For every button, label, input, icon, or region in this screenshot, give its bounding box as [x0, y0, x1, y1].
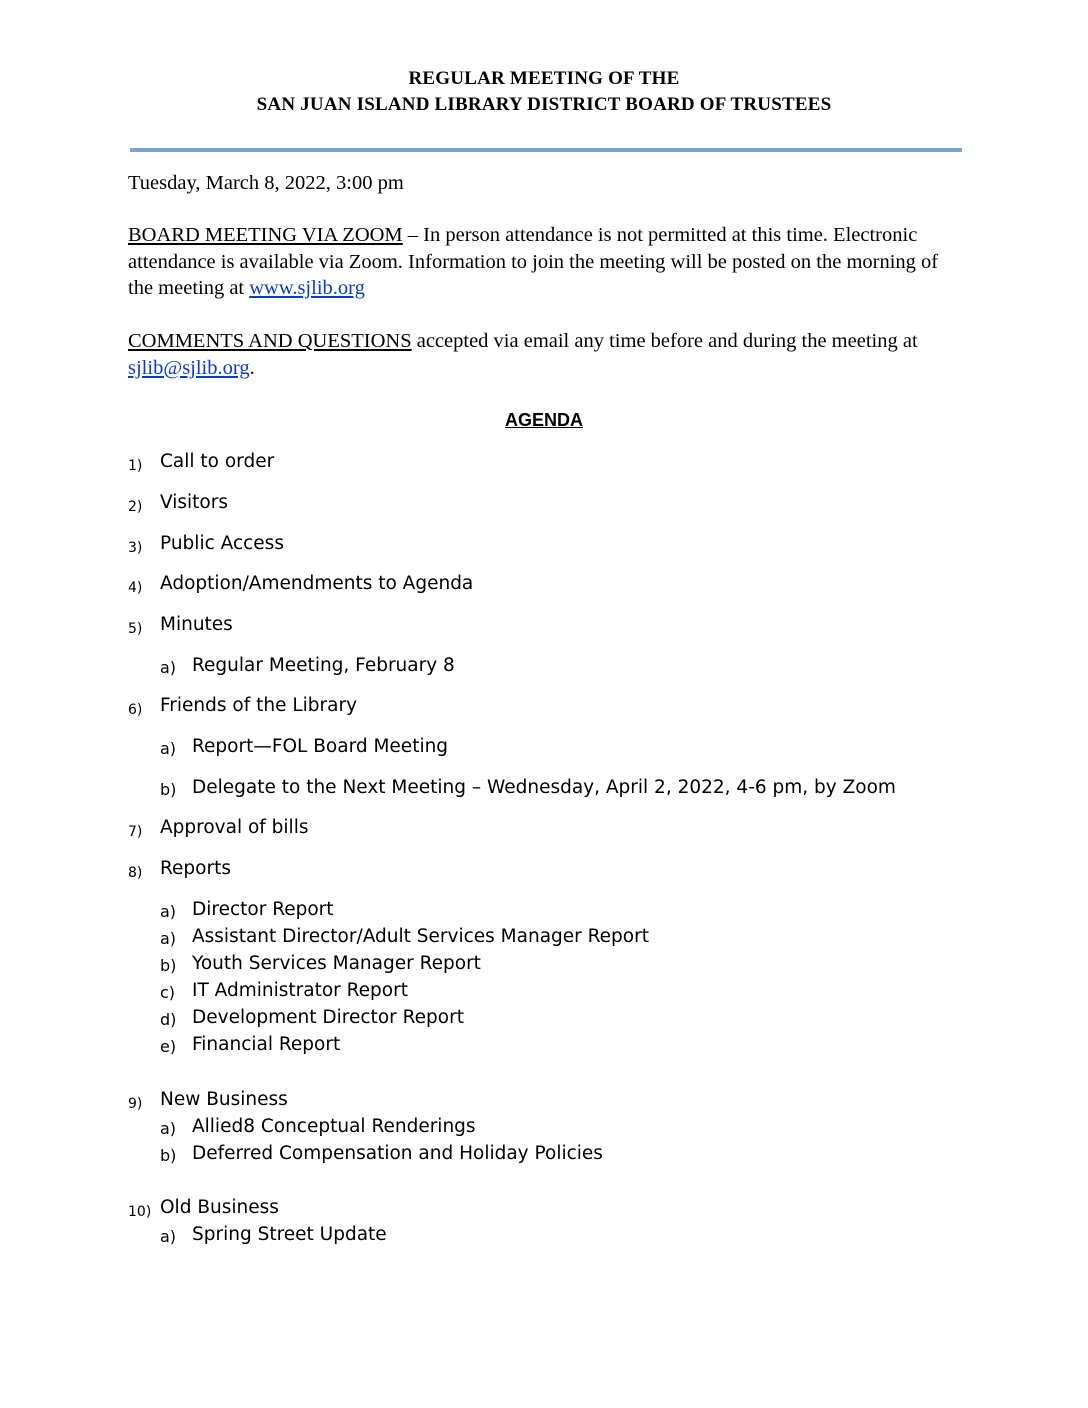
agenda-subitem-label: Delegate to the Next Meeting – Wednesday, April 2, 2022, 4-6 pm, by Zoom: [192, 777, 896, 798]
agenda-subitem-letter: b): [160, 780, 177, 799]
agenda-subitem-label: Deferred Compensation and Holiday Policies: [192, 1143, 603, 1164]
agenda-item-number: 8): [128, 865, 143, 881]
agenda-item-label: Reports: [160, 858, 231, 879]
agenda-item-label: Friends of the Library: [160, 695, 358, 716]
document-header: [100, 66, 988, 118]
agenda-item-number: 10): [128, 1204, 152, 1220]
agenda-item-label: New Business: [160, 1089, 288, 1110]
zoom-notice-heading: BOARD MEETING VIA ZOOM: [128, 224, 403, 246]
agenda-subitem-label: Allied8 Conceptual Renderings: [192, 1116, 476, 1137]
agenda-subitem-letter: e): [160, 1037, 177, 1056]
agenda-item-number: 5): [128, 621, 143, 637]
agenda-subitem-label: Development Director Report: [192, 1007, 464, 1028]
agenda-subitem-label: Regular Meeting, February 8: [192, 655, 455, 676]
header-line-2: SAN JUAN ISLAND LIBRARY DISTRICT BOARD OF TRUSTEES: [256, 94, 832, 115]
agenda-subitem-letter: a): [160, 739, 177, 758]
email-link[interactable]: sjlib@sjlib.org: [128, 356, 250, 379]
agenda-subitem-label: Youth Services Manager Report: [192, 953, 481, 974]
agenda-item-number: 3): [128, 540, 143, 556]
agenda-subitem-label: Director Report: [192, 899, 334, 920]
agenda-item-label: Minutes: [160, 614, 233, 635]
comments-notice-heading: COMMENTS AND QUESTIONS: [128, 330, 412, 352]
agenda-item-label: Call to order: [160, 451, 275, 472]
comments-notice-tail: .: [249, 356, 255, 379]
agenda-subitem-letter: a): [160, 902, 177, 921]
agenda-item-label: Visitors: [160, 492, 228, 513]
agenda-subitem-letter: c): [160, 983, 176, 1002]
agenda-subitem-label: Financial Report: [192, 1034, 341, 1055]
header-line-1: REGULAR MEETING OF THE: [408, 68, 680, 89]
agenda-item-number: 6): [128, 702, 143, 718]
agenda-item-label: Old Business: [160, 1197, 279, 1218]
agenda-subitem-letter: a): [160, 929, 177, 948]
agenda-subitem-label: IT Administrator Report: [192, 980, 408, 1001]
agenda-item-number: 2): [128, 499, 143, 515]
agenda-item-number: 7): [128, 824, 143, 840]
agenda-item-label: Approval of bills: [160, 817, 309, 838]
agenda-item-label: Adoption/Amendments to Agenda: [160, 573, 474, 594]
agenda-title: AGENDA: [504, 410, 583, 430]
zoom-notice: [128, 222, 948, 302]
agenda-item-number: 9): [128, 1096, 143, 1112]
website-link[interactable]: www.sjlib.org: [249, 277, 365, 299]
header-divider: [130, 148, 962, 152]
agenda-subitem-letter: a): [160, 1119, 177, 1138]
agenda-item-number: 4): [128, 580, 143, 596]
agenda-item-number: 1): [128, 458, 143, 474]
agenda-subitem-letter: b): [160, 1146, 177, 1165]
agenda-subitem-label: Spring Street Update: [192, 1224, 387, 1245]
agenda-subitem-letter: a): [160, 658, 177, 677]
agenda-subitem-letter: a): [160, 1227, 177, 1246]
comments-notice-text: accepted via email any time before and during the meeting at: [411, 330, 918, 352]
meeting-datetime: Tuesday, March 8, 2022, 3:00 pm: [128, 172, 404, 194]
agenda-subitem-label: Assistant Director/Adult Services Manager Report: [192, 926, 649, 947]
agenda-subitem-label: Report—FOL Board Meeting: [192, 736, 449, 757]
agenda-item-label: Public Access: [160, 533, 284, 554]
agenda-subitem-letter: d): [160, 1010, 177, 1029]
agenda-subitem-letter: b): [160, 956, 177, 975]
zoom-notice-text: – In person attendance is not permitted at this time. Electronic attendance is available via Zoom. Information to join the meeting will be posted on the morning of the meeting at: [128, 224, 939, 299]
comments-notice: [128, 328, 948, 381]
